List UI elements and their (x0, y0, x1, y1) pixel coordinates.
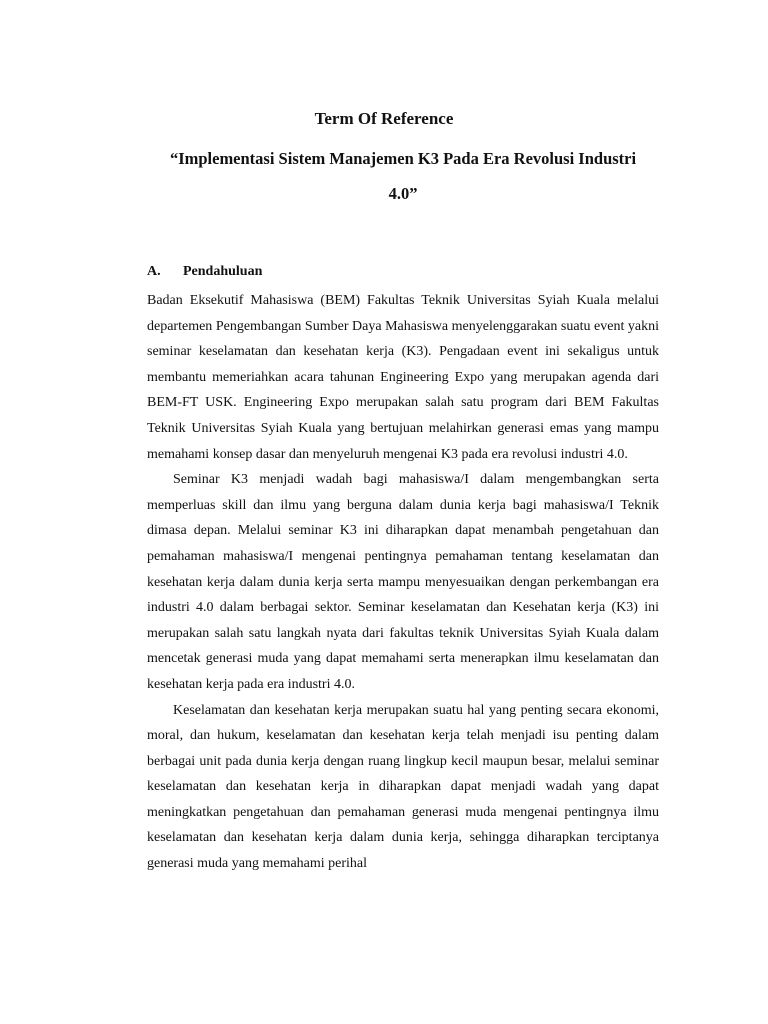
paragraph: Badan Eksekutif Mahasiswa (BEM) Fakultas Teknik Universitas Syiah Kuala melalui departemen Pengembangan Sumber Daya Mahasiswa menyelenggarakan suatu event yakni seminar keselamatan dan kesehatan kerja (K3). Pengadaan event ini sekaligus untuk membantu memeriahkan acara tahunan Engineering Expo yang merupakan agenda dari BEM-FT USK. Engineering Expo merupakan salah satu program dari BEM Fakultas Teknik Universitas Syiah Kuala yang bertujuan melahirkan generasi emas yang mampu memahami konsep dasar dan menyeluruh mengenai K3 pada era revolusi industri 4.0. (147, 293, 659, 462)
paragraph: Seminar K3 menjadi wadah bagi mahasiswa/I dalam mengembangkan serta memperluas skill dan ilmu yang berguna dalam dunia kerja bagi mahasiswa/I Teknik dimasa depan. Melalui seminar K3 ini diharapkan dapat menambah pengetahuan dan pemahaman mahasiswa/I mengenai pentingnya pemahaman tentang keselamatan dan kesehatan kerja dalam dunia kerja serta mampu menyesuaikan dengan perkembangan era industri 4.0 dalam berbagai sektor. Seminar keselamatan dan Kesehatan kerja (K3) ini merupakan salah satu langkah nyata dari fakultas teknik Universitas Syiah Kuala dalam mencetak generasi muda yang dapat memahami serta menerapkan ilmu keselamatan dan kesehatan kerja pada era industri 4.0. (147, 472, 659, 692)
document-subtitle-line-2: 4.0” (388, 184, 418, 203)
document-title: Term Of Reference (314, 109, 454, 128)
section-heading-text: Pendahuluan (183, 264, 263, 279)
document-subtitle-line-1: “Implementasi Sistem Manajemen K3 Pada Era Revolusi Industri (169, 149, 637, 168)
section-body (147, 288, 659, 877)
section-number: A. (147, 264, 161, 279)
paragraph: Keselamatan dan kesehatan kerja merupakan suatu hal yang penting secara ekonomi, moral, dan hukum, keselamatan dan kesehatan kerja telah menjadi isu penting dalam berbagai unit pada dunia kerja dengan ruang lingkup kecil maupun besar, melalui seminar keselamatan dan kesehatan kerja in diharapkan dapat menjadi wadah yang dapat meningkatkan pengetahuan dan pemahaman generasi muda mengenai pentingnya ilmu keselamatan dan kesehatan kerja dalam dunia kerja, sehingga diharapkan terciptanya generasi muda yang memahami perihal (147, 702, 659, 872)
section-heading (147, 262, 262, 282)
